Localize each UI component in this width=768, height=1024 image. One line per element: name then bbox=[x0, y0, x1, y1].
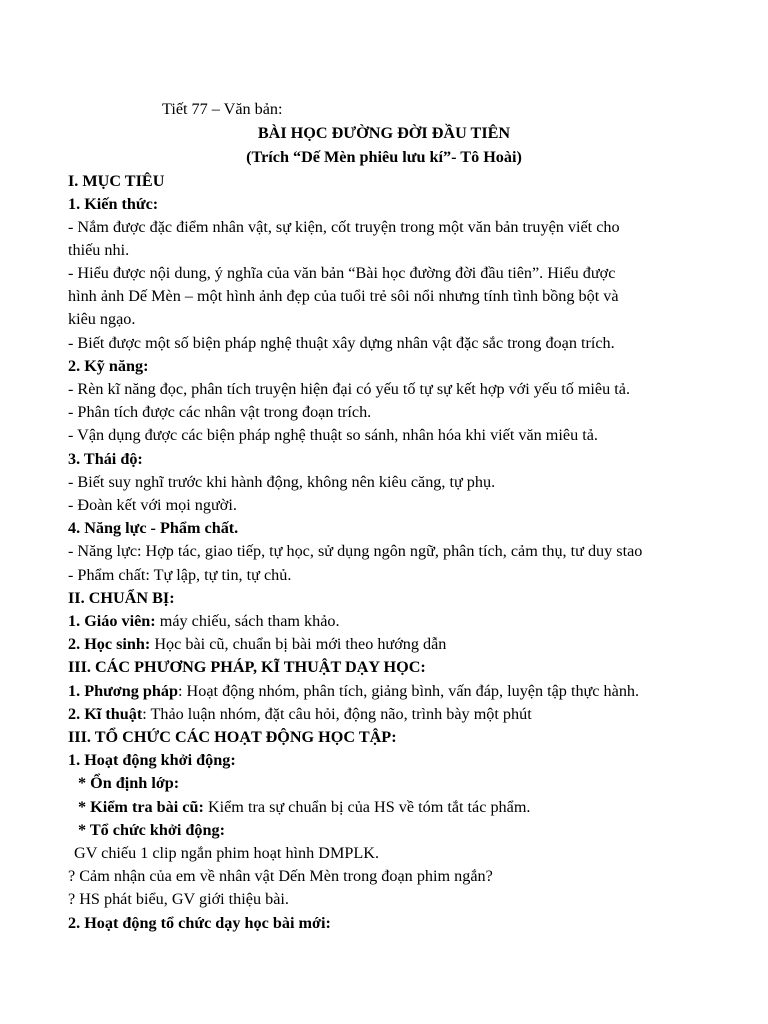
subheading-warmup: 1. Hoạt động khởi động: bbox=[68, 751, 236, 769]
subheading-attitude: 3. Thái độ: bbox=[68, 450, 143, 468]
label-technique: 2. Kĩ thuật bbox=[68, 705, 143, 723]
paragraph-line: - Phân tích được các nhân vật trong đoạn trích. bbox=[68, 403, 372, 421]
paragraph-line: - Phẩm chất: Tự lập, tự tin, tự chủ. bbox=[68, 566, 292, 584]
section-heading-methods: III. CÁC PHƯƠNG PHÁP, KĨ THUẬT DẠY HỌC: bbox=[68, 658, 426, 676]
document-subtitle: (Trích “Dế Mèn phiêu lưu kí”- Tô Hoài) bbox=[246, 148, 522, 166]
paragraph-line: thiếu nhi. bbox=[68, 241, 130, 259]
paragraph-line: ? HS phát biểu, GV giới thiệu bài. bbox=[68, 890, 289, 908]
paragraph-line: GV chiếu 1 clip ngắn phim hoạt hình DMPLK. bbox=[74, 844, 379, 862]
paragraph-line bbox=[68, 680, 639, 703]
section-heading-activities: III. TỔ CHỨC CÁC HOẠT ĐỘNG HỌC TẬP: bbox=[68, 728, 397, 746]
section-heading-objectives: I. MỤC TIÊU bbox=[68, 172, 165, 190]
subheading-competence: 4. Năng lực - Phẩm chất. bbox=[68, 519, 239, 537]
paragraph-line: - Hiểu được nội dung, ý nghĩa của văn bản “Bài học đường đời đầu tiên”. Hiểu được bbox=[68, 264, 616, 282]
paragraph-line: - Đoàn kết với mọi người. bbox=[68, 496, 237, 514]
paragraph-line: kiêu ngạo. bbox=[68, 310, 136, 328]
label-student: 2. Học sinh: bbox=[68, 635, 151, 653]
bullet-class-setup: * Ổn định lớp: bbox=[78, 774, 180, 792]
subheading-new-lesson: 2. Hoạt động tổ chức dạy học bài mới: bbox=[68, 914, 331, 932]
paragraph-line: - Biết suy nghĩ trước khi hành động, không nên kiêu căng, tự phụ. bbox=[68, 473, 496, 491]
paragraph-line: - Vận dụng được các biện pháp nghệ thuật so sánh, nhân hóa khi viết văn miêu tả. bbox=[68, 426, 598, 444]
paragraph-line: - Năng lực: Hợp tác, giao tiếp, tự học, sử dụng ngôn ngữ, phân tích, cảm thụ, tư duy stao bbox=[68, 542, 643, 560]
text-method: : Hoạt động nhóm, phân tích, giảng bình, vấn đáp, luyện tập thực hành. bbox=[178, 682, 640, 700]
label-method: 1. Phương pháp bbox=[68, 682, 179, 700]
label-teacher: 1. Giáo viên: bbox=[68, 612, 156, 630]
paragraph-line: hình ảnh Dế Mèn – một hình ảnh đẹp của tuổi trẻ sôi nổi nhưng tính tình bồng bột và bbox=[68, 287, 619, 305]
section-heading-preparation: II. CHUẨN BỊ: bbox=[68, 589, 175, 607]
document-title: BÀI HỌC ĐƯỜNG ĐỜI ĐẦU TIÊN bbox=[257, 124, 511, 142]
text-technique: : Thảo luận nhóm, đặt câu hỏi, động não, trình bày một phút bbox=[142, 705, 532, 723]
bullet-warmup-organize: * Tổ chức khởi động: bbox=[78, 821, 226, 839]
label-old-lesson-check: * Kiểm tra bài cũ: bbox=[78, 798, 204, 816]
subheading-skills: 2. Kỹ năng: bbox=[68, 357, 149, 375]
paragraph-line: - Rèn kĩ năng đọc, phân tích truyện hiện đại có yếu tố tự sự kết hợp với yếu tố miêu tả. bbox=[68, 380, 630, 398]
text-old-lesson-check: Kiểm tra sự chuẩn bị của HS về tóm tắt tác phẩm. bbox=[203, 798, 531, 816]
paragraph-line bbox=[78, 796, 530, 819]
subheading-knowledge: 1. Kiến thức: bbox=[68, 195, 159, 213]
paragraph-line: ? Cảm nhận của em về nhân vật Dến Mèn trong đoạn phim ngắn? bbox=[68, 867, 493, 885]
paragraph-line: - Nắm được đặc điểm nhân vật, sự kiện, cốt truyện trong một văn bản truyện viết cho bbox=[68, 218, 620, 236]
paragraph-line bbox=[68, 633, 446, 656]
paragraph-line: - Biết được một số biện pháp nghệ thuật xây dựng nhân vật đặc sắc trong đoạn trích. bbox=[68, 334, 615, 352]
paragraph-line bbox=[68, 610, 340, 633]
paragraph-line bbox=[68, 703, 532, 726]
text-teacher: máy chiếu, sách tham khảo. bbox=[155, 612, 340, 630]
lesson-line: Tiết 77 – Văn bản: bbox=[162, 100, 283, 118]
text-student: Học bài cũ, chuẩn bị bài mới theo hướng dẫn bbox=[150, 635, 447, 653]
